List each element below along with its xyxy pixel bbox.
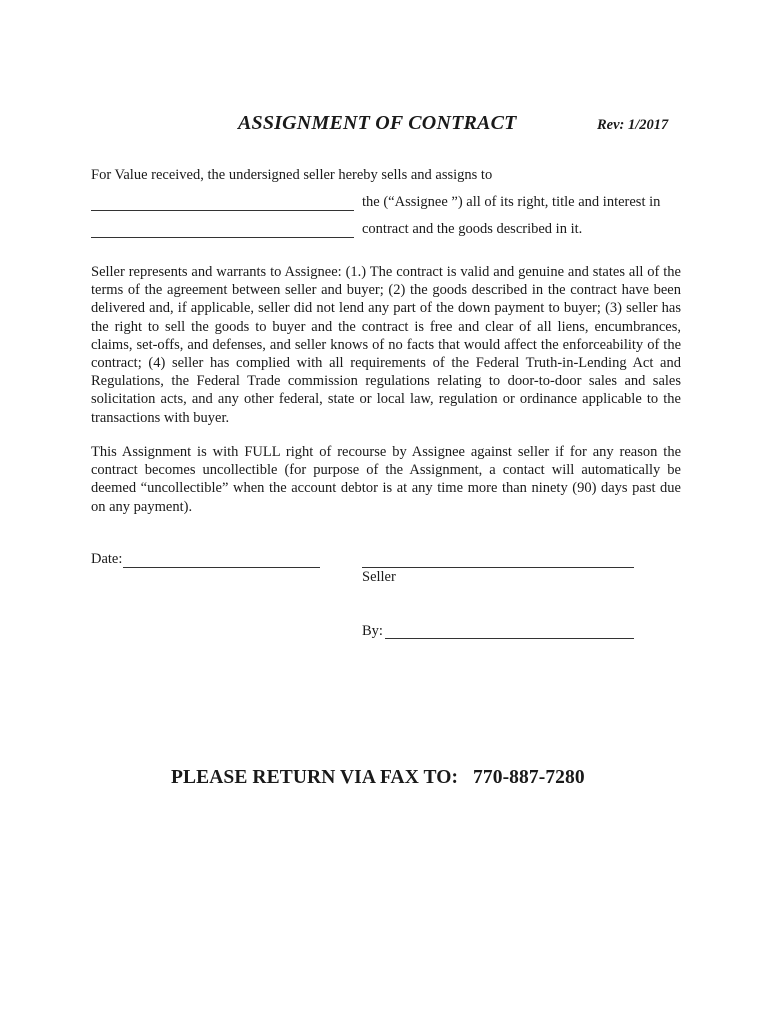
assignee-clause-text: the (“Assignee ”) all of its right, title and interest in [362, 194, 661, 210]
seller-label: Seller [362, 569, 396, 585]
by-label: By: [362, 623, 383, 639]
revision-label: Rev: 1/2017 [597, 117, 669, 133]
seller-signature-line[interactable] [362, 567, 634, 568]
contract-clause-text: contract and the goods described in it. [362, 221, 583, 237]
contract-description-blank[interactable] [91, 237, 354, 238]
intro-text: For Value received, the undersigned seller hereby sells and assigns to [91, 167, 493, 183]
recourse-paragraph: This Assignment is with FULL right of recourse by Assignee against seller if for any reason the contract becomes uncollectible (for purpose of the Assignment, a contact will automatically be deemed “uncollectible” when the account debtor is at any time more than ninety (90) days past due on any payment). [91, 444, 681, 515]
document-title: ASSIGNMENT OF CONTRACT [238, 112, 517, 134]
date-label: Date: [91, 551, 123, 567]
date-signature-line[interactable] [123, 567, 320, 568]
by-signature-line[interactable] [385, 638, 634, 639]
fax-notice: PLEASE RETURN VIA FAX TO: 770-887-7280 [171, 767, 585, 788]
assignee-name-blank[interactable] [91, 210, 354, 211]
representations-paragraph: Seller represents and warrants to Assignee: (1.) The contract is valid and genuine and states all of the terms of the agreement between seller and buyer; (2) the goods described in the contract have been delivered and, if applicable, seller did not lend any part of the down payment to buyer; (3) seller has the right to sell the goods to buyer and the contract is free and clear of all liens, encumbrances, claims, set-offs, and defenses, and seller knows of no facts that would affect the enforceability of the contract; (4) seller has complied with all requirements of the Federal Truth-in-Lending Act and Regulations, the Federal Trade commission regulations relating to door-to-door sales and sales solicitation acts, and any other federal, state or local law, regulation or ordinance applicable to the transactions with buyer. [91, 264, 681, 426]
